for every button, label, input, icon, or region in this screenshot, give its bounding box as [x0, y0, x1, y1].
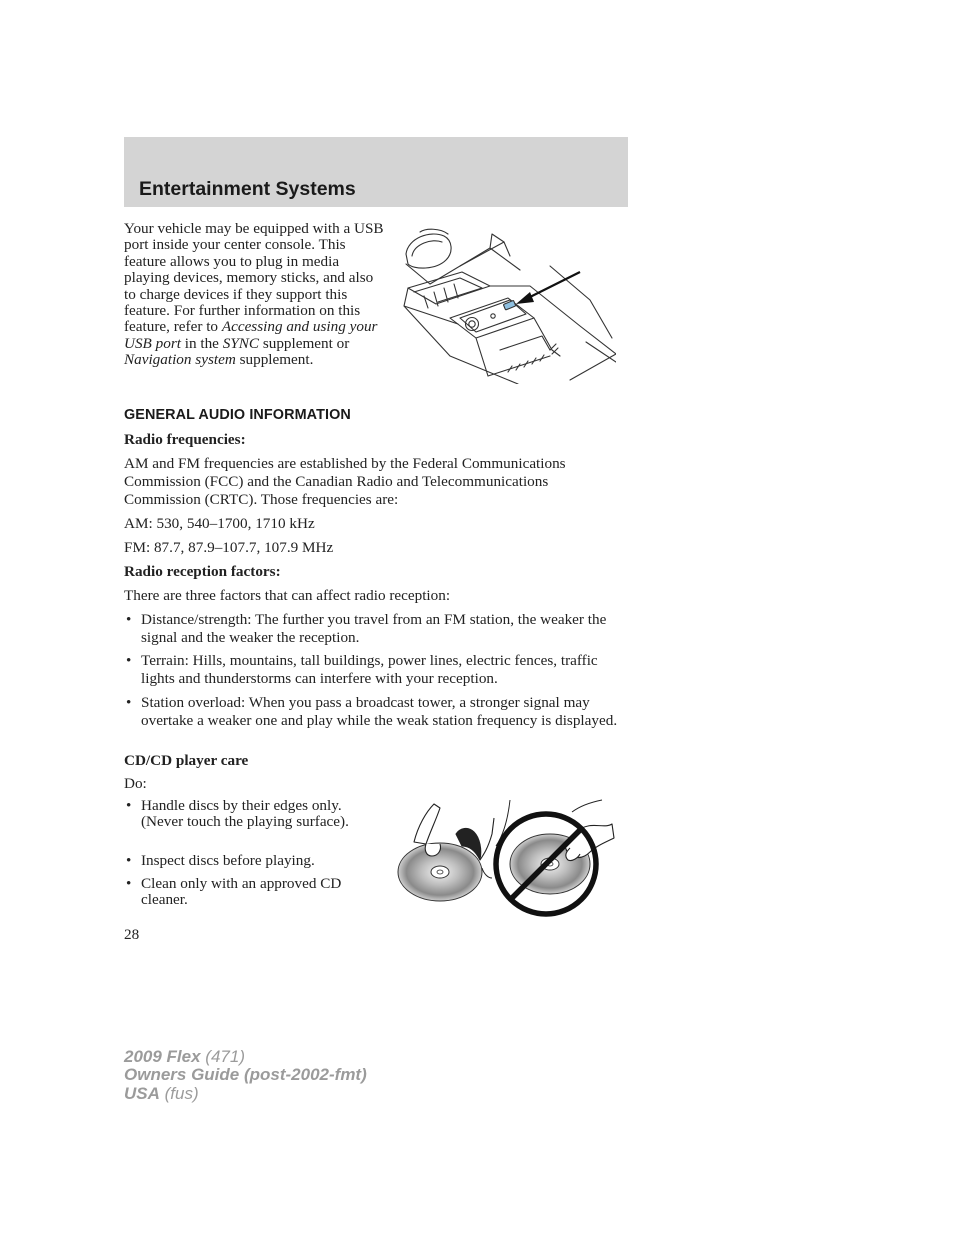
radio-reception-intro: There are three factors that can affect radio reception:	[124, 587, 451, 604]
cd-care-handle-edges: Handle discs by their edges only. (Never touch the playing surface).	[141, 797, 349, 831]
footer-guide: Owners Guide (post-2002-fmt)	[124, 1065, 367, 1085]
list-item	[124, 853, 374, 869]
footer-region: USA	[124, 1083, 160, 1103]
reception-factor-overload: Station overload: When you pass a broadcast tower, a stronger signal may overtake a weaker one and play while the weak station frequency is displayed.	[141, 694, 618, 729]
cd-care-inspect: Inspect discs before playing.	[141, 852, 315, 869]
cd-do-label: Do:	[124, 775, 147, 792]
usb-ref-sync: SYNC	[222, 334, 260, 352]
bullet-dot: •	[126, 611, 132, 628]
bullet-dot: •	[126, 875, 132, 892]
usb-text-start: Your vehicle may be equipped with a USB port inside your center console. This feature allows you to plug in media playing devices, memory sticks, and also to charge devices if they support this feature. For further information on this feature, refer to	[124, 220, 384, 336]
usb-paragraph	[124, 221, 384, 369]
cd-care-clean: Clean only with an approved CD cleaner.	[141, 875, 342, 909]
bullet-dot: •	[126, 694, 132, 711]
usb-text-end: supplement.	[235, 351, 314, 369]
footer-region-code: (fus)	[164, 1083, 199, 1103]
footer-line-region	[124, 1085, 367, 1103]
list-item	[124, 611, 628, 647]
bullet-dot: •	[126, 652, 132, 669]
cd-handling-illustration	[396, 798, 616, 920]
cd-player-care-label: CD/CD player care	[124, 752, 249, 769]
document-footer	[124, 1048, 367, 1103]
general-audio-heading: GENERAL AUDIO INFORMATION	[124, 407, 351, 423]
list-item	[124, 798, 374, 831]
am-frequencies: AM: 530, 540–1700, 1710 kHz	[124, 515, 315, 532]
list-item	[124, 652, 628, 688]
usb-ref-accessing: Accessing and using your USB port	[124, 318, 378, 352]
section-header-band	[124, 137, 628, 207]
radio-reception-label: Radio reception factors:	[124, 563, 281, 580]
page-number: 28	[124, 926, 140, 943]
footer-model: 2009 Flex	[124, 1047, 201, 1066]
radio-frequencies-text: AM and FM frequencies are established by the Federal Communications Commission (FCC) and the Canadian Radio and Telecommunications Commission (CRTC). Those frequencies are:	[124, 455, 566, 508]
footer-line-guide	[124, 1066, 367, 1084]
section-title: Entertainment Systems	[139, 178, 356, 200]
bullet-dot: •	[126, 797, 132, 814]
list-item	[124, 694, 628, 730]
fm-frequencies: FM: 87.7, 87.9–107.7, 107.9 MHz	[124, 539, 334, 556]
usb-ref-navigation: Navigation system	[124, 351, 236, 369]
usb-text-mid2: supplement or	[259, 334, 350, 352]
footer-line-model	[124, 1048, 367, 1066]
footer-model-code: (471)	[205, 1047, 245, 1066]
radio-frequencies-label: Radio frequencies:	[124, 431, 246, 448]
bullet-dot: •	[126, 852, 132, 869]
reception-factor-terrain: Terrain: Hills, mountains, tall buildings, power lines, electric fences, traffic lights and thunderstorms can interfere with your reception.	[141, 652, 598, 687]
usb-port-illustration	[400, 226, 616, 384]
usb-text-mid1: in the	[180, 334, 223, 352]
reception-factor-distance: Distance/strength: The further you travel from an FM station, the weaker the signal and the weaker the reception.	[141, 611, 607, 646]
list-item	[124, 876, 374, 909]
